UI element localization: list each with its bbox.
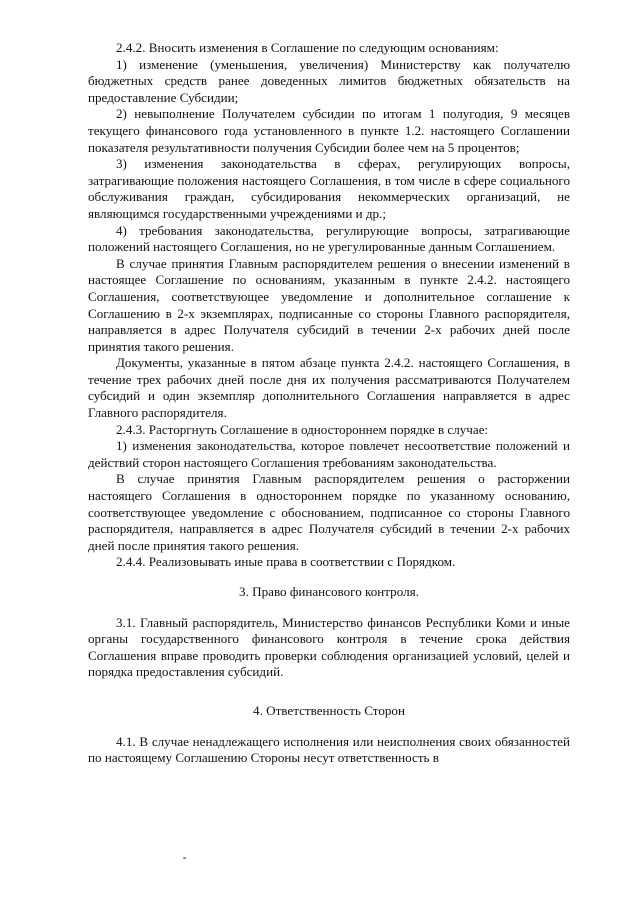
- document-body: [88, 40, 570, 767]
- list-item-1: 1) изменение (уменьшения, увеличения) Министерству как получателю бюджетных средств ранее доведенных лимитов бюджетных обязательств на предоставление Субсидии;: [88, 56, 570, 105]
- section-4-heading: 4. Ответственность Сторон: [253, 702, 405, 718]
- paragraph-2-4-3: 2.4.3. Расторгнуть Соглашение в одностороннем порядке в случае:: [116, 421, 489, 437]
- scan-speck: [183, 857, 186, 859]
- section-3-text: 3.1. Главный распорядитель, Министерство финансов Республики Коми и иные органы государственного финансового контроля в течение срока действия Соглашения вправе проводить проверки соблюдения организацией условий, целей и порядка предоставления субсидий.: [88, 614, 570, 680]
- paragraph-2-4-4: 2.4.4. Реализовывать иные права в соответствии с Порядком.: [116, 554, 456, 570]
- termination-item-1: 1) изменения законодательства, которое повлечет несоответствие положений и действий сторон настоящего Соглашения требованиям законодательства.: [88, 438, 570, 470]
- section-3-heading: 3. Право финансового контроля.: [239, 584, 419, 599]
- paragraph-amendment-decision: В случае принятия Главным распорядителем решения о внесении изменений в настоящее Соглашение по основаниям, указанным в пункте 2.4.2. настоящего Соглашения, соответствующее уведомление и дополнительное соглашение к Соглашению в 2-х экземплярах, подписанные со стороны Главного распорядителя, направляется в адрес Получателя субсидий в течении 2-х рабочих дней после принятия такого решения.: [88, 255, 570, 354]
- section-4-text: 4.1. В случае ненадлежащего исполнения или неисполнения своих обязанностей по настоящему Соглашению Стороны несут ответственность в: [88, 733, 570, 766]
- list-item-3: 3) изменения законодательства в сферах, регулирующих вопросы, затрагивающие положения настоящего Соглашения, в том числе в сфере социального обслуживания граждан, субсидирования некоммерческих организаций, не являющимся государственными учреждениями и др.;: [88, 156, 570, 221]
- list-item-4: 4) требования законодательства, регулирующие вопросы, затрагивающие положений настоящего Соглашения, но не урегулированные данным Соглашением.: [88, 222, 570, 255]
- paragraph-termination-decision: В случае принятия Главным распорядителем решения о расторжении настоящего Соглашения в одностороннем порядке по указанному основанию, соответствующее уведомление с обоснованием, подписанное со стороны Главного распорядителя, направляется в адрес Получателя субсидий в течении 2-х рабочих дней после принятия такого решения.: [88, 471, 570, 553]
- paragraph-documents: Документы, указанные в пятом абзаце пункта 2.4.2. настоящего Соглашения, в течение трех рабочих дней после дня их получения рассматриваются Получателем субсидий и один экземпляр дополнительного Соглашения направляется в адрес Главного распорядителя.: [88, 355, 570, 421]
- list-item-2: 2) невыполнение Получателем субсидии по итогам 1 полугодия, 9 месяцев текущего финансового года установленного в пункте 1.2. настоящего Соглашении показателя результативности получения Субсидии более чем на 5 процентов;: [88, 106, 570, 155]
- paragraph-2-4-2: 2.4.2. Вносить изменения в Соглашение по следующим основаниям:: [116, 40, 499, 55]
